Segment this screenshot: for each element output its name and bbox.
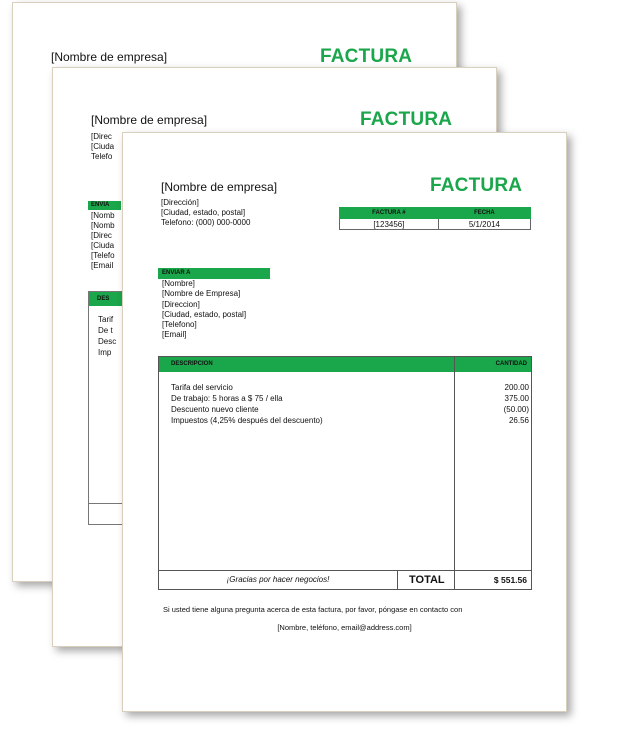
address-line: [Ciuda bbox=[91, 142, 115, 151]
item-description: De trabajo: 5 horas a $ 75 / ella bbox=[171, 394, 283, 403]
ship-to-header: ENVIA bbox=[88, 201, 121, 210]
invoice-meta-table bbox=[339, 207, 531, 230]
item-amount: 375.00 bbox=[504, 394, 529, 403]
items-header: DES bbox=[89, 292, 197, 306]
item-amount: (50.00) bbox=[503, 405, 529, 414]
table-row[interactable] bbox=[171, 382, 529, 393]
ship-line: [Nomb bbox=[91, 211, 115, 220]
ship-line: [Direc bbox=[91, 231, 112, 240]
company-name: [Nombre de empresa] bbox=[51, 50, 168, 64]
item-description: Impuestos (4,25% después del descuento) bbox=[171, 416, 323, 425]
company-name: [Nombre de empresa] bbox=[161, 180, 278, 194]
items-header bbox=[159, 357, 531, 372]
description-column-header: DESCRIPCION bbox=[171, 361, 213, 367]
invoice-title: FACTURA bbox=[430, 175, 523, 196]
item-line: De t bbox=[98, 326, 113, 335]
items-rows bbox=[171, 382, 529, 426]
table-row[interactable] bbox=[171, 404, 529, 415]
totals-divider bbox=[397, 571, 398, 589]
invoice-title: FACTURA bbox=[320, 46, 413, 67]
invoice-page-front bbox=[122, 132, 567, 712]
invoice-title: FACTURA bbox=[360, 109, 453, 130]
ship-line: [Email bbox=[91, 261, 114, 270]
table-row[interactable] bbox=[171, 415, 529, 426]
item-line: Desc bbox=[98, 337, 117, 346]
ship-line[interactable]: [Telefono] bbox=[162, 320, 197, 330]
totals-row bbox=[158, 570, 532, 590]
items-fragment bbox=[98, 314, 116, 358]
ship-line: [Ciuda bbox=[91, 241, 115, 250]
ship-line[interactable]: [Direccion] bbox=[162, 299, 200, 309]
item-amount: 200.00 bbox=[504, 383, 529, 392]
invoice-number-label: FACTURA # bbox=[340, 208, 439, 219]
item-amount: 26.56 bbox=[508, 416, 529, 425]
footer-question: Si usted tiene alguna pregunta acerca de esta factura, por favor, póngase en contacto con bbox=[163, 605, 463, 614]
invoice-number-value[interactable]: [123456] bbox=[340, 219, 439, 230]
table-row[interactable] bbox=[171, 393, 529, 404]
address-block bbox=[161, 198, 250, 228]
address-line: [Direc bbox=[91, 132, 112, 141]
footer-contact: [Nombre, teléfono, email@address.com] bbox=[277, 623, 412, 632]
date-label: FECHA bbox=[438, 208, 530, 219]
ship-line[interactable]: [Nombre] bbox=[162, 279, 195, 288]
ship-line: [Telefo bbox=[91, 251, 115, 260]
company-name: [Nombre de empresa] bbox=[91, 113, 208, 127]
ship-line: [Nomb bbox=[91, 221, 115, 230]
quantity-column-header: CANTIDAD bbox=[495, 361, 527, 367]
totals-divider bbox=[454, 571, 455, 589]
item-description: Tarifa del servicio bbox=[171, 383, 233, 392]
total-label: TOTAL bbox=[409, 574, 445, 586]
address-line: Telefono: (000) 000-0000 bbox=[161, 218, 251, 227]
item-line: Imp bbox=[98, 348, 112, 357]
total-value: $ 551.56 bbox=[493, 575, 527, 585]
items-table bbox=[158, 356, 532, 590]
ship-to-header: ENVIAR A bbox=[158, 268, 270, 279]
thanks-message: ¡Gracias por hacer negocios! bbox=[226, 575, 330, 584]
ship-line[interactable]: [Nombre de Empresa] bbox=[162, 289, 241, 299]
item-description: Descuento nuevo cliente bbox=[171, 405, 259, 414]
address-line: [Dirección] bbox=[161, 198, 199, 207]
address-block bbox=[91, 132, 114, 162]
ship-to-block bbox=[162, 279, 246, 341]
date-value[interactable]: 5/1/2014 bbox=[438, 219, 530, 230]
item-line: Tarif bbox=[98, 315, 114, 324]
ship-line[interactable]: [Email] bbox=[162, 330, 187, 340]
address-line: [Ciudad, estado, postal] bbox=[161, 208, 246, 217]
address-line: Telefo bbox=[91, 152, 113, 161]
ship-to-block bbox=[91, 211, 115, 271]
ship-line[interactable]: [Ciudad, estado, postal] bbox=[162, 309, 247, 319]
